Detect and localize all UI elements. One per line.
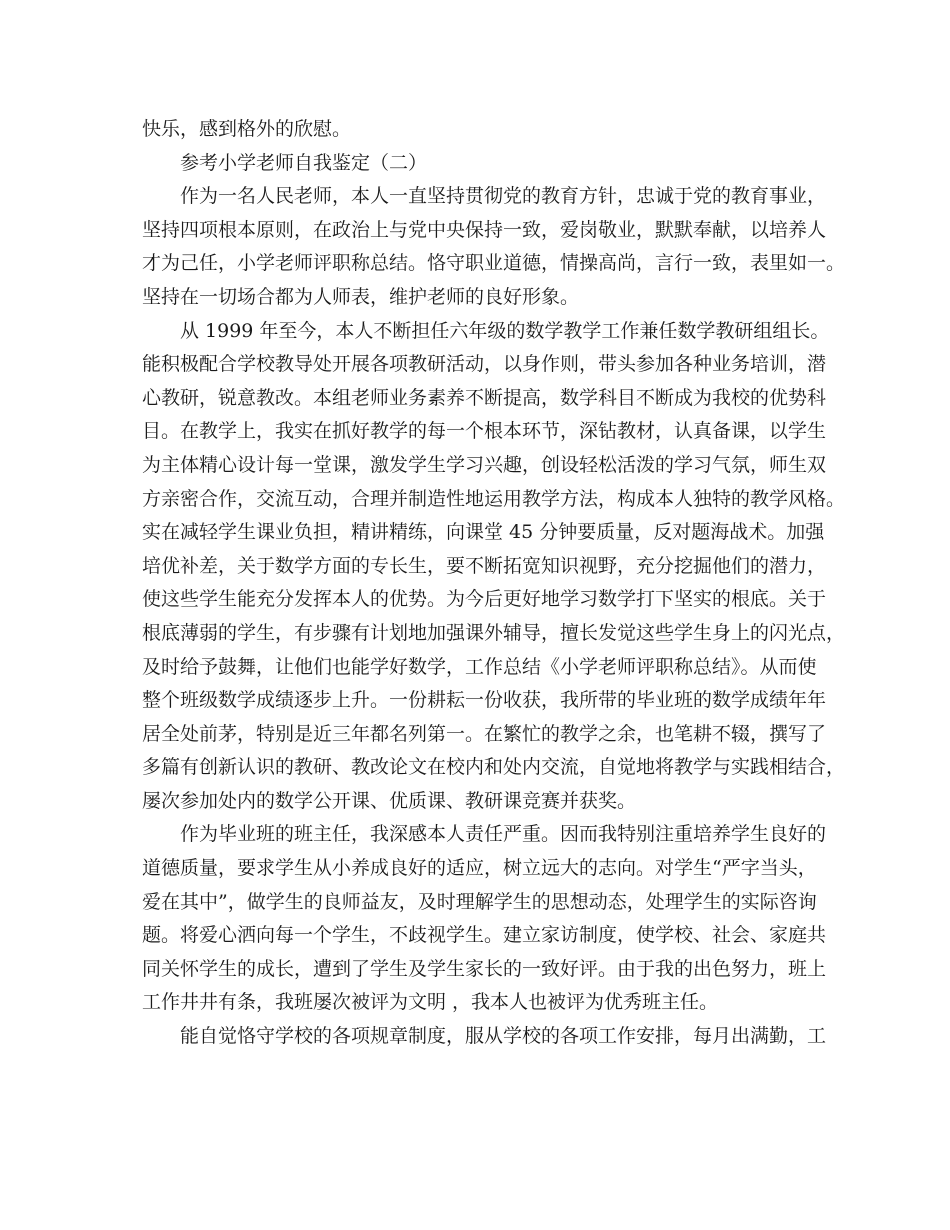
paragraph-first-line: 能自觉恪守学校的各项规章制度，服从学校的各项工作安排，每月出满勤，工 [180, 1025, 827, 1048]
text-line: 道德质量，要求学生从小养成良好的适应，树立远大的志向。对学生“严字当头， [142, 857, 817, 880]
text-line: 爱在其中”，做学生的良师益友，及时理解学生的思想动态，处理学生的实际咨询 [142, 890, 817, 913]
text-line: 居全处前茅，特别是近三年都名列第一。在繁忙的教学之余，也笔耕不辍，撰写了 [142, 722, 827, 745]
text-line: 坚持四项根本原则，在政治上与党中央保持一致，爱岗敬业，默默奉献，以培养人 [142, 218, 827, 241]
text-line: 工作井井有条，我班屡次被评为文明 ，我本人也被评为优秀班主任。 [142, 991, 719, 1014]
paragraph-first-line: 参考小学老师自我鉴定（二） [180, 151, 428, 174]
text-line: 及时给予鼓舞，让他们也能学好数学，工作总结《小学老师评职称总结》。从而使 [142, 655, 817, 678]
paragraph-first-line: 从 1999 年至今，本人不断担任六年级的数学教学工作兼任数学教研组组长。 [180, 319, 830, 342]
paragraph-first-line: 作为毕业班的班主任，我深感本人责任严重。因而我特别注重培养学生良好的 [180, 823, 827, 846]
text-line: 目。在教学上，我实在抓好教学的每一个根本环节，深钻教材，认真备课，以学生 [142, 420, 827, 443]
text-line: 多篇有创新认识的教研、教改论文在校内和处内交流，自觉地将教学与实践相结合， [142, 756, 846, 779]
text-line: 使这些学生能充分发挥本人的优势。为今后更好地学习数学打下坚实的根底。关于 [142, 588, 827, 611]
text-line: 坚持在一切场合都为人师表，维护老师的良好形象。 [142, 285, 580, 308]
text-line: 屡次参加处内的数学公开课、优质课、教研课竞赛并获奖。 [142, 789, 637, 812]
text-line: 整个班级数学成绩逐步上升。一份耕耘一份收获，我所带的毕业班的数学成绩年年 [142, 689, 827, 712]
document-body [142, 113, 846, 1054]
text-line: 培优补差，关于数学方面的专长生，要不断拓宽知识视野，充分挖掘他们的潜力， [142, 554, 827, 577]
text-line: 根底薄弱的学生，有步骤有计划地加强课外辅导，擅长发觉这些学生身上的闪光点， [142, 621, 846, 644]
paragraph-first-line: 作为一名人民老师，本人一直坚持贯彻党的教育方针，忠诚于党的教育事业， [180, 185, 827, 208]
text-line: 心教研，锐意教改。本组老师业务素养不断提高，数学科目不断成为我校的优势科 [142, 386, 827, 409]
text-line: 能积极配合学校教导处开展各项教研活动，以身作则，带头参加各种业务培训，潜 [142, 353, 827, 376]
text-line: 方亲密合作，交流互动，合理并制造性地运用教学方法，构成本人独特的教学风格。 [142, 487, 846, 510]
text-line: 为主体精心设计每一堂课，激发学生学习兴趣，创设轻松活泼的学习气氛，师生双 [142, 453, 827, 476]
text-line: 才为己任，小学老师评职称总结。恪守职业道德，情操高尚，言行一致，表里如一。 [142, 252, 846, 275]
text-line: 同关怀学生的成长，遭到了学生及学生家长的一致好评。由于我的出色努力，班上 [142, 957, 827, 980]
text-line: 快乐，感到格外的欣慰。 [142, 118, 352, 140]
text-line: 题。将爱心洒向每一个学生，不歧视学生。建立家访制度，使学校、社会、家庭共 [142, 924, 827, 947]
text-line: 实在减轻学生课业负担，精讲精练，向课堂 45 分钟要质量，反对题海战术。加强 [142, 521, 825, 544]
